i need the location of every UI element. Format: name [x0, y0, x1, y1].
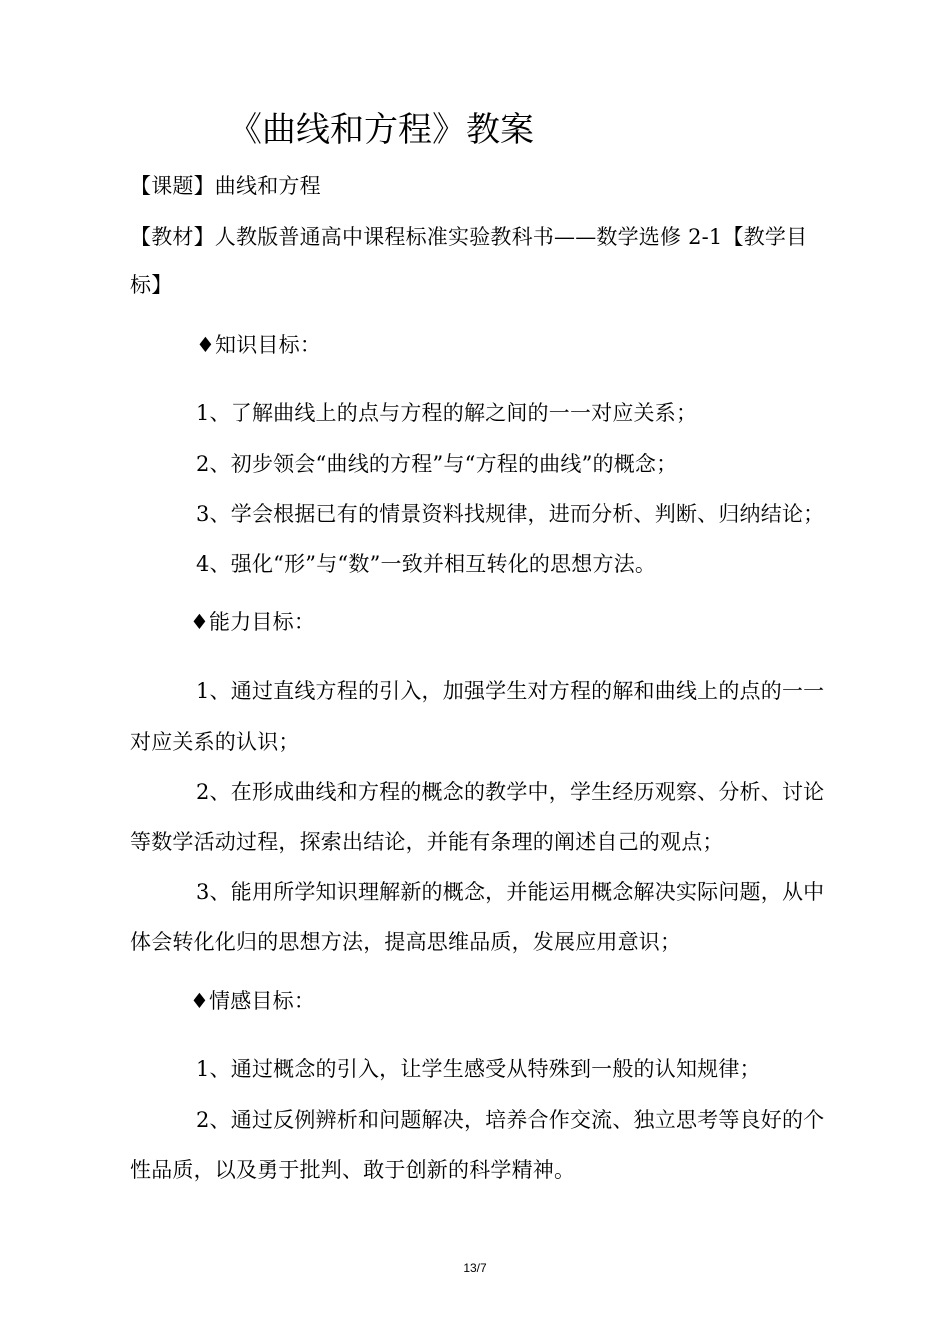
emotion-goal-item-continued: 性品质，以及勇于批判、敢于创新的科学精神。 — [130, 1158, 576, 1182]
page-number: 13/7 — [463, 1261, 487, 1275]
knowledge-goal-item: 1、了解曲线上的点与方程的解之间的一一对应关系； — [196, 401, 698, 425]
ability-goal-item-continued: 等数学活动过程，探索出结论，并能有条理的阐述自己的观点； — [130, 830, 724, 854]
ability-goal-item: 3、能用所学知识理解新的概念，并能运用概念解决实际问题，从中 — [196, 880, 825, 904]
ability-goal-item: 1、通过直线方程的引入，加强学生对方程的解和曲线上的点的一一 — [196, 679, 825, 703]
ability-goal-item-continued: 对应关系的认识； — [130, 730, 300, 754]
topic-line: 【课题】曲线和方程 — [130, 174, 321, 198]
textbook-line: 【教材】人教版普通高中课程标准实验教科书——数学选修 2-1【教学目 — [130, 225, 808, 249]
ability-goal-item-continued: 体会转化化归的思想方法，提高思维品质，发展应用意识； — [130, 930, 682, 954]
knowledge-goal-item: 2、初步领会“曲线的方程”与“方程的曲线”的概念； — [196, 452, 678, 476]
document-title: 《曲线和方程》教案 — [228, 110, 534, 150]
ability-goal-item: 2、在形成曲线和方程的概念的教学中，学生经历观察、分析、讨论 — [196, 780, 825, 804]
knowledge-goal-item: 4、强化“形”与“数”一致并相互转化的思想方法。 — [196, 552, 657, 576]
knowledge-goals-heading: ♦知识目标： — [196, 333, 322, 357]
emotion-goals-heading: ♦情感目标： — [190, 989, 316, 1013]
knowledge-goal-item: 3、学会根据已有的情景资料找规律，进而分析、判断、归纳结论； — [196, 502, 825, 526]
textbook-line-continued: 标】 — [130, 273, 173, 297]
ability-goals-heading: ♦能力目标： — [190, 610, 316, 634]
emotion-goal-item: 1、通过概念的引入，让学生感受从特殊到一般的认知规律； — [196, 1057, 761, 1081]
emotion-goal-item: 2、通过反例辨析和问题解决，培养合作交流、独立思考等良好的个 — [196, 1108, 825, 1132]
